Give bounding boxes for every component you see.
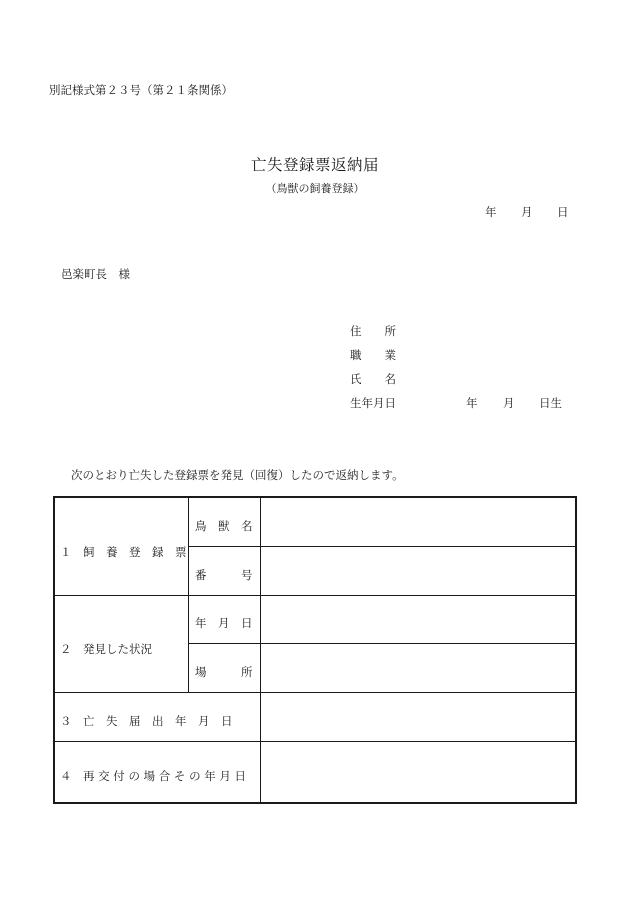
- form-number: 別記様式第２３号（第２１条関係）: [49, 83, 233, 97]
- date-year-label: 年: [485, 205, 497, 219]
- row2-sub1-label: 年 月 日: [195, 616, 253, 630]
- registration-number-field[interactable]: [261, 547, 575, 595]
- animal-name-field[interactable]: [261, 498, 575, 546]
- date-day-label: 日: [557, 205, 569, 219]
- applicant-name-label: 氏 名: [350, 372, 396, 386]
- page-title: 亡失登録票返納届: [250, 156, 379, 174]
- birth-year-label: 年: [466, 396, 478, 410]
- column-divider: [188, 498, 189, 692]
- date-month-label: 月: [521, 205, 533, 219]
- reissue-date-field[interactable]: [261, 742, 575, 802]
- row1-sub2-label: 番 号: [195, 568, 253, 582]
- row1-sub1-label: 鳥 獣 名: [195, 519, 253, 533]
- page-subtitle: （鳥獣の飼養登録）: [265, 182, 365, 195]
- row4-label: ４ 再 交 付 の 場 合 そ の 年 月 日: [60, 769, 247, 783]
- row2-sub2-label: 場 所: [195, 665, 253, 679]
- return-form-table: [53, 496, 577, 804]
- birth-month-label: 月: [503, 396, 515, 410]
- row3-label: ３ 亡 失 届 出 年 月 日: [60, 714, 233, 728]
- row1-label: １ 飼 養 登 録 票: [60, 545, 187, 559]
- found-date-field[interactable]: [261, 596, 575, 643]
- applicant-birthdate-label: 生年月日: [350, 396, 396, 410]
- addressee: 邑楽町長 様: [61, 267, 130, 281]
- statement-text: 次のとおり亡失した登録票を発見（回復）したので返納します。: [71, 468, 404, 482]
- row2-label: ２ 発見した状況: [60, 642, 152, 656]
- applicant-address-label: 住 所: [350, 324, 396, 338]
- birth-day-label: 日生: [539, 396, 562, 410]
- found-place-field[interactable]: [261, 644, 575, 692]
- loss-report-date-field[interactable]: [261, 693, 575, 741]
- applicant-occupation-label: 職 業: [350, 348, 396, 362]
